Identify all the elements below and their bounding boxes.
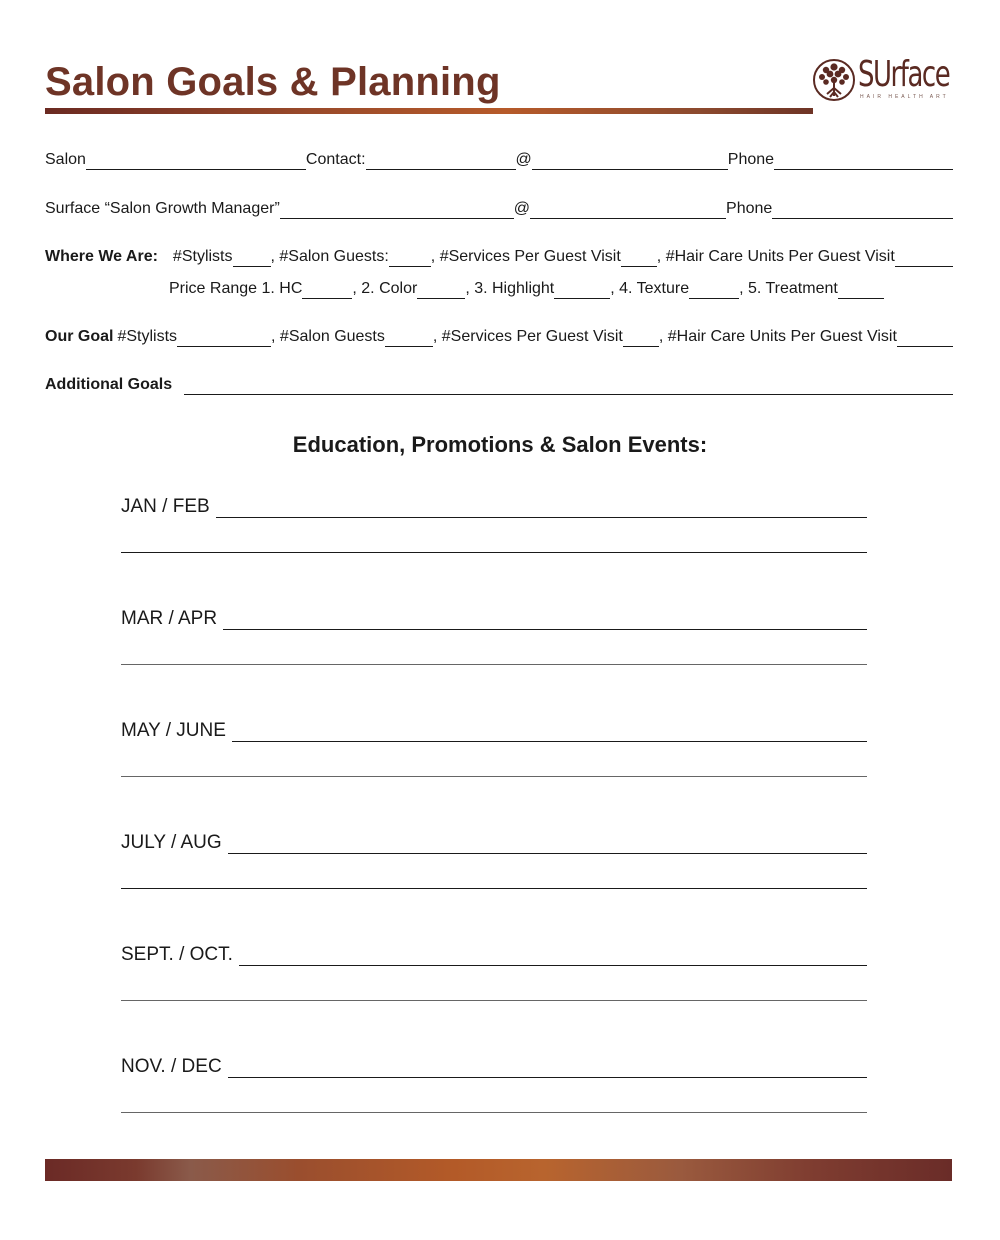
where-we-are-row — [45, 247, 953, 267]
current-units-field[interactable] — [895, 248, 953, 267]
footer-bar — [45, 1159, 952, 1181]
period-may-june — [121, 720, 867, 777]
contact-email-field[interactable] — [532, 151, 728, 170]
goal-services-label: , #Services Per Guest Visit — [432, 328, 623, 345]
period-line-1[interactable] — [216, 497, 867, 518]
price-hc-label: Price Range 1. HC — [169, 280, 303, 297]
page-title: Salon Goals & Planning — [45, 60, 501, 104]
contact-label: Contact: — [305, 151, 366, 168]
brand-tagline: HAIR HEALTH ART — [860, 94, 949, 100]
manager-email-field[interactable] — [530, 200, 726, 219]
brand-logo — [812, 54, 950, 104]
title-underline — [45, 108, 813, 114]
period-label: MAY / JUNE — [121, 720, 226, 741]
period-line-2[interactable] — [121, 664, 867, 665]
goal-services-field[interactable] — [623, 328, 659, 347]
manager-at-label: @ — [513, 200, 531, 217]
period-mar-apr — [121, 608, 867, 665]
our-goal-label: Our Goal — [45, 328, 114, 345]
contact-at-label: @ — [515, 151, 532, 168]
price-hc-field[interactable] — [302, 280, 352, 299]
salon-field[interactable] — [86, 151, 306, 170]
price-color-label: , 2. Color — [352, 280, 418, 297]
period-jan-feb — [121, 496, 867, 553]
tree-emblem-icon — [812, 58, 856, 102]
goal-units-label: , #Hair Care Units Per Guest Visit — [658, 328, 897, 345]
goal-guests-label: , #Salon Guests — [271, 328, 385, 345]
manager-label: Surface “Salon Growth Manager” — [45, 200, 280, 217]
brand-wordmark: SUrface — [858, 54, 950, 95]
period-sept-oct — [121, 944, 867, 1001]
period-line-2[interactable] — [121, 1000, 867, 1001]
period-line-2[interactable] — [121, 1112, 867, 1113]
contact-phone-field[interactable] — [774, 151, 953, 170]
goal-stylists-field[interactable] — [177, 328, 271, 347]
period-line-1[interactable] — [239, 945, 867, 966]
current-guests-field[interactable] — [389, 248, 431, 267]
period-line-2[interactable] — [121, 888, 867, 889]
period-label: JULY / AUG — [121, 832, 222, 853]
our-goal-row — [45, 327, 953, 347]
salon-contact-row — [45, 150, 953, 170]
where-we-are-label: Where We Are: — [45, 248, 158, 265]
period-line-2[interactable] — [121, 776, 867, 777]
price-range-row — [169, 279, 884, 299]
price-treatment-label: , 5. Treatment — [739, 280, 838, 297]
price-texture-field[interactable] — [689, 280, 739, 299]
period-label: JAN / FEB — [121, 496, 210, 517]
current-services-field[interactable] — [621, 248, 657, 267]
current-guests-label: , #Salon Guests: — [270, 248, 389, 265]
current-services-label: , #Services Per Guest Visit — [430, 248, 621, 265]
additional-goals-field[interactable] — [184, 376, 953, 395]
current-stylists-field[interactable] — [233, 248, 271, 267]
additional-goals-label: Additional Goals — [45, 376, 173, 393]
current-units-label: , #Hair Care Units Per Guest Visit — [656, 248, 895, 265]
period-nov-dec — [121, 1056, 867, 1113]
manager-phone-field[interactable] — [772, 200, 953, 219]
period-line-1[interactable] — [232, 721, 867, 742]
manager-phone-label: Phone — [726, 200, 773, 217]
price-treatment-field[interactable] — [838, 280, 884, 299]
period-line-1[interactable] — [228, 833, 867, 854]
goal-stylists-label: #Stylists — [117, 328, 178, 345]
contact-name-field[interactable] — [366, 151, 516, 170]
period-july-aug — [121, 832, 867, 889]
period-label: NOV. / DEC — [121, 1056, 222, 1077]
manager-name-field[interactable] — [280, 200, 514, 219]
period-line-1[interactable] — [228, 1057, 867, 1078]
period-label: SEPT. / OCT. — [121, 944, 233, 965]
price-highlight-field[interactable] — [554, 280, 610, 299]
price-highlight-label: , 3. Highlight — [465, 280, 555, 297]
goal-guests-field[interactable] — [385, 328, 433, 347]
contact-phone-label: Phone — [727, 151, 775, 168]
period-label: MAR / APR — [121, 608, 218, 629]
goal-units-field[interactable] — [897, 328, 953, 347]
section-title: Education, Promotions & Salon Events: — [292, 432, 708, 457]
period-line-1[interactable] — [223, 609, 867, 630]
period-line-2[interactable] — [121, 552, 867, 553]
manager-row — [45, 199, 953, 219]
additional-goals-row — [45, 375, 953, 395]
price-color-field[interactable] — [417, 280, 465, 299]
salon-label: Salon — [45, 151, 86, 168]
price-texture-label: , 4. Texture — [610, 280, 690, 297]
current-stylists-label: #Stylists — [172, 248, 233, 265]
